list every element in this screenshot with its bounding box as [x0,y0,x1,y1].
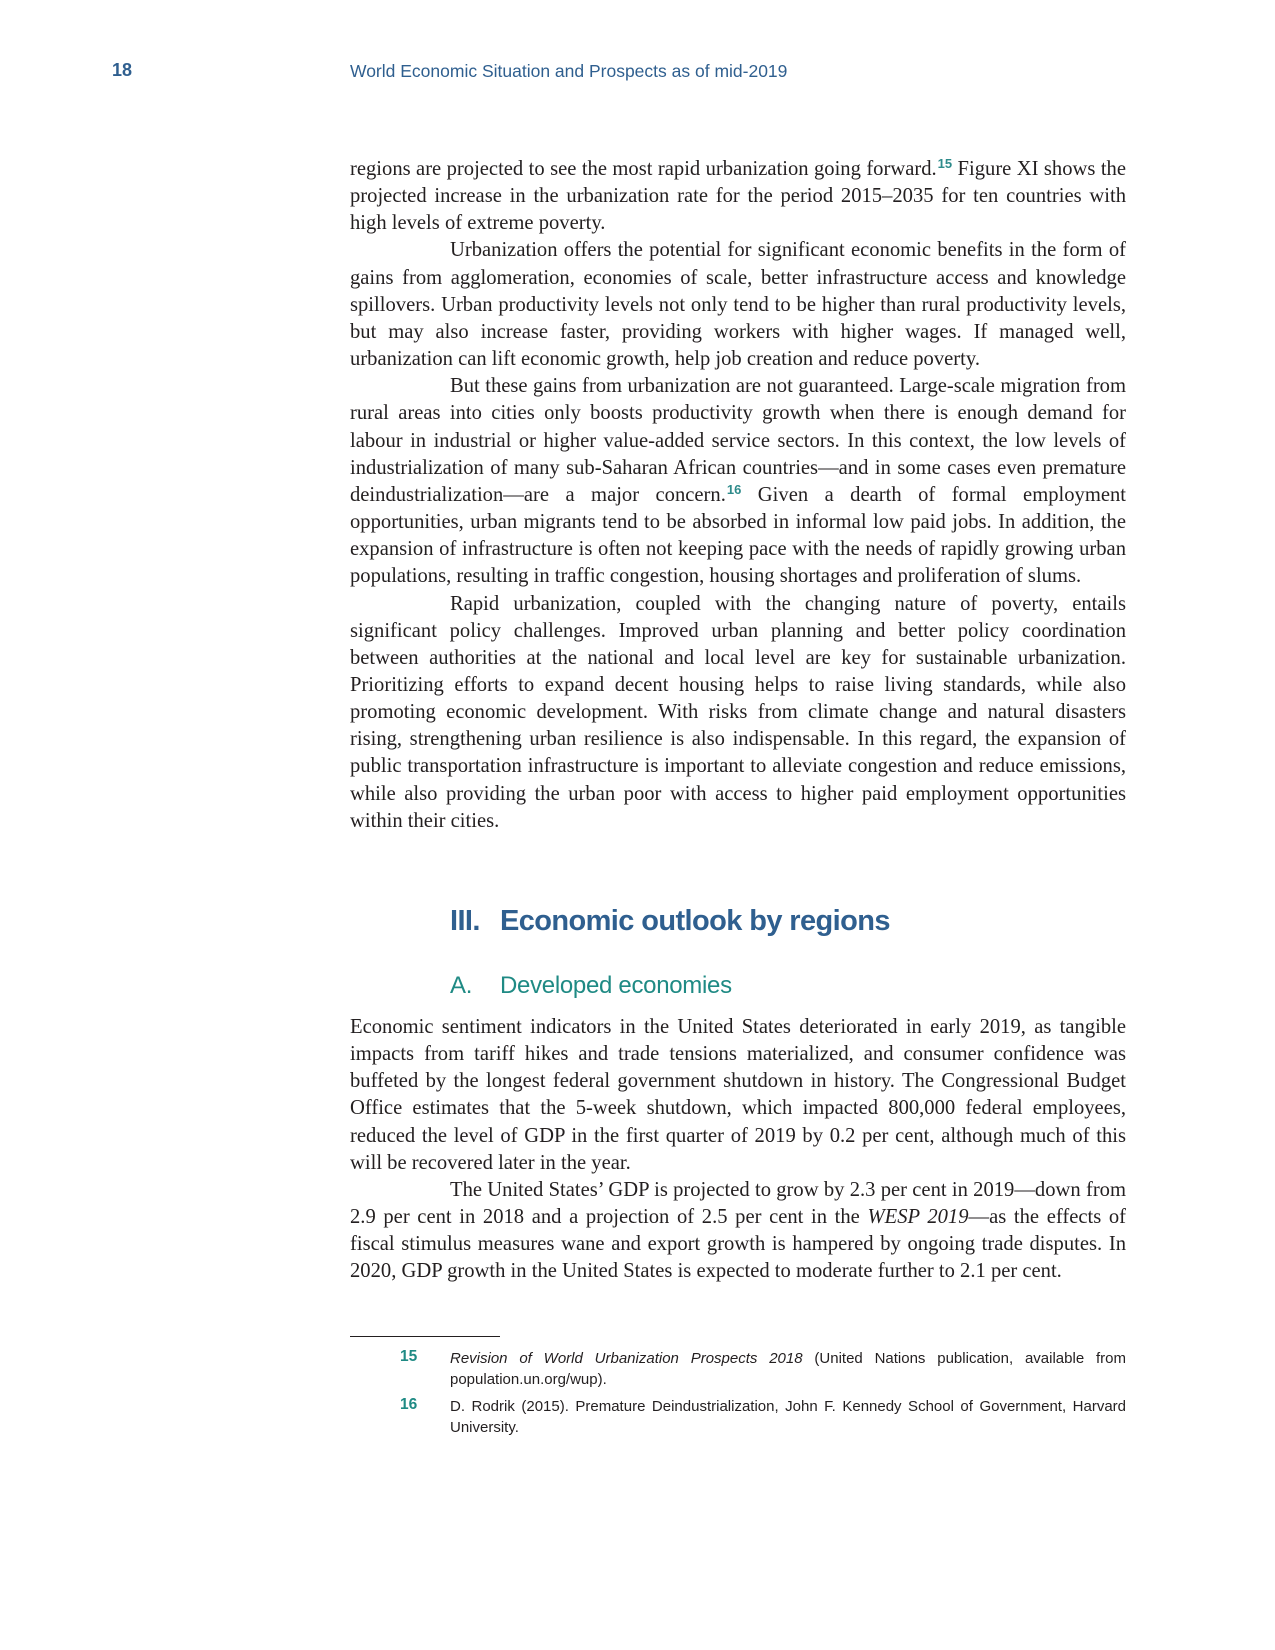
paragraph: Economic sentiment indicators in the United States deteriorated in early 2019, as tangible impacts from tariff hikes and trade tensions materialized, and consumer confidence was buffeted by the longest federal government shutdown in history. The Congressional Budget Office estimates that the 5-week shutdown, which impacted 800,000 federal employees, reduced the level of GDP in the first quarter of 2019 by 0.2 per cent, although much of this will be recovered later in the year. [350,1016,1126,1174]
footnote [350,1348,1126,1390]
footnote-reference[interactable]: 16 [726,481,742,497]
publication-title: WESP 2019 [867,1206,969,1229]
footnote-number: 16 [400,1396,418,1413]
developed-economies-text [350,1014,1126,1286]
paragraph: Rapid urbanization, coupled with the changing nature of poverty, entails significant policy challenges. Improved urban planning and better policy coordination between authorities at the national and local level are key for sustainable urbanization. Prioritizing efforts to expand decent housing helps to raise living standards, while also promoting economic development. With risks from climate change and natural disasters rising, strengthening urban resilience is also indispensable. In this regard, the expansion of public transportation infrastructure is important to alleviate congestion and reduce emissions, while also providing the urban poor with access to higher paid employment opportunities within their cities. [350,592,1126,832]
footnote [350,1396,1126,1438]
intro-text [350,156,1126,835]
page-number: 18 [112,60,133,80]
footnote-text [450,1348,1126,1390]
paragraph [350,1177,1126,1286]
paragraph-text: But these gains from urbanization are not guaranteed. Large-scale migration from rural areas into cities only boosts productivity growth when there is enough demand for labour in industrial or higher value-added service sectors. In this context, the low levels of industrialization of many sub-Saharan African countries—and in some cases even premature deindustrialization—are a major concern. [350,375,1126,506]
paragraph-text: —as the effects of fiscal stimulus measures wane and export growth is hampered by ongoing trade disputes. In 2020, GDP growth in the United States is expected to moderate further to 2.1 per cent. [350,1206,1126,1283]
paragraph-text: regions are projected to see the most rapid urbanization going forward. [350,158,937,180]
section-title: Developed economies [500,972,732,999]
footnote-reference[interactable]: 15 [937,155,953,171]
footnote-number: 15 [400,1348,418,1365]
paragraph-text: Figure XI shows the projected increase in the urbanization rate for the period 2015–2035 for ten countries with high levels of extreme poverty. [350,158,1126,235]
section-letter: A. [450,972,473,999]
section-heading [450,972,732,1000]
footnote-text: D. Rodrik (2015). Premature Deindustrialization, John F. Kennedy School of Government, Harvard University. [450,1398,1126,1436]
paragraph: Urbanization offers the potential for significant economic benefits in the form of gains from agglomeration, economies of scale, better infrastructure access and knowledge spillovers. Urban productivity levels not only tend to be higher than rural productivity levels, but may also increase faster, providing workers with higher wages. If managed well, urbanization can lift economic growth, help job creation and reduce poverty. [350,239,1126,371]
paragraph-text: The United States’ GDP is projected to grow by 2.3 per cent in 2019—down from 2.9 per cent in 2018 and a projection of 2.5 per cent in the [350,1178,1126,1229]
chapter-number: III. [450,905,480,937]
footnote-divider [350,1336,500,1337]
chapter-title: Economic outlook by regions [500,905,890,937]
chapter-heading [450,905,890,938]
paragraph [350,373,1126,590]
running-title: World Economic Situation and Prospects as of mid-2019 [350,61,788,81]
publication-title: Revision of World Urbanization Prospects 2018 [450,1350,803,1367]
paragraph [350,156,1126,237]
footnote-body: (United Nations publication, available from population.un.org/wup). [450,1350,1126,1388]
paragraph-text: Given a dearth of formal employment opportunities, urban migrants tend to be absorbed in informal low paid jobs. In addition, the expansion of infrastructure is often not keeping pace with the needs of rapidly growing urban populations, resulting in traffic congestion, housing shortages and proliferation of slums. [350,483,1126,588]
